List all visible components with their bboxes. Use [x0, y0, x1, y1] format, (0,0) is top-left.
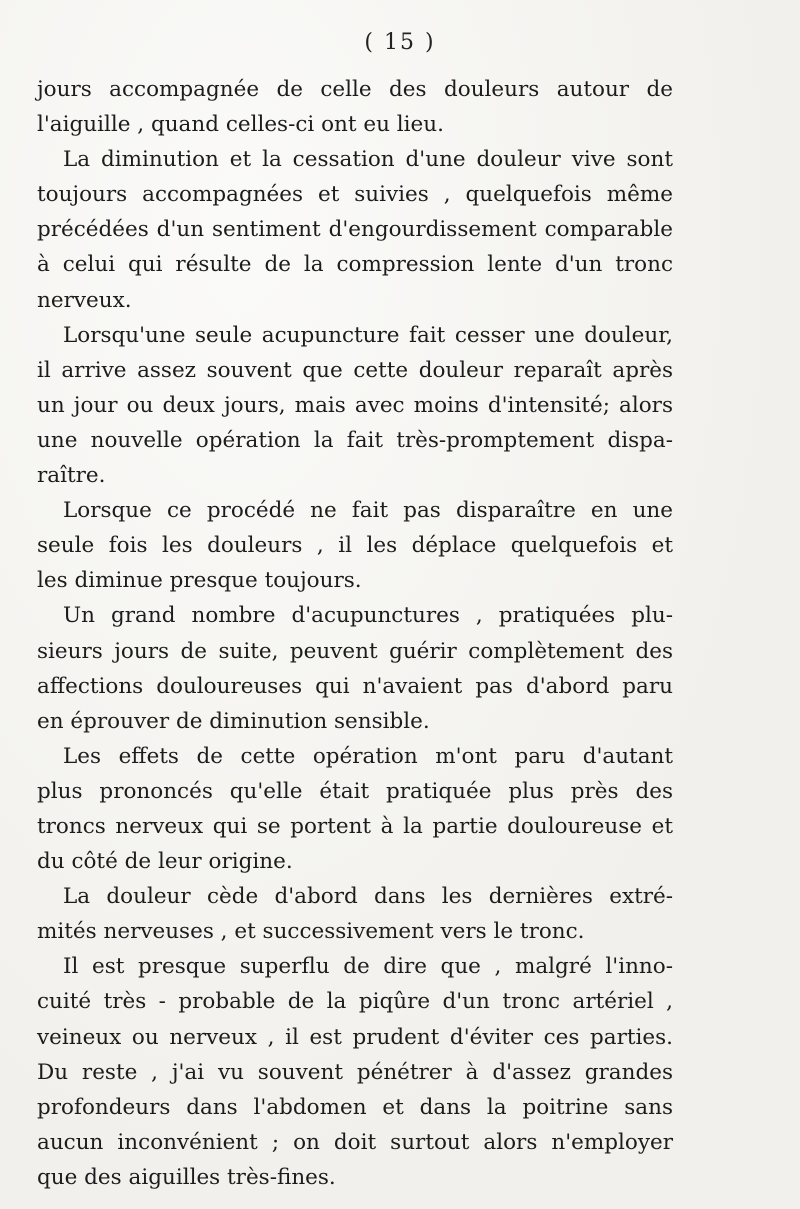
text-line: Du reste , j'ai vu souvent pénétrer à d'assez grandes	[37, 1059, 673, 1085]
text-line: Lorsqu'une seule acupuncture fait cesser une douleur,	[63, 322, 673, 348]
text-line: aucun inconvénient ; on doit surtout alors n'employer	[37, 1129, 673, 1155]
text-line: l'aiguille , quand celles-ci ont eu lieu.	[37, 112, 444, 138]
text-line: il arrive assez souvent que cette douleur reparaît après	[37, 357, 673, 383]
text-line: veineux ou nerveux , il est prudent d'éviter ces parties.	[37, 1024, 673, 1050]
text-line: toujours accompagnées et suivies , quelquefois même	[37, 182, 673, 208]
page-number: ( 15 )	[364, 30, 436, 55]
text-line: affections douloureuses qui n'avaient pas d'abord paru	[37, 673, 673, 699]
text-line: les diminue presque toujours.	[37, 568, 362, 594]
text-line: raître.	[37, 463, 106, 489]
text-line: La douleur cède d'abord dans les dernières extré-	[63, 884, 673, 910]
text-line: cuité très - probable de la piqûre d'un tronc artériel ,	[37, 989, 673, 1015]
text-line: en éprouver de diminution sensible.	[37, 708, 430, 734]
text-line: précédées d'un sentiment d'engourdissement comparable	[37, 217, 673, 243]
text-line: mités nerveuses , et successivement vers le tronc.	[37, 919, 585, 945]
text-line: La diminution et la cessation d'une douleur vive sont	[63, 147, 673, 173]
text-line: Un grand nombre d'acupunctures , pratiquées plu-	[63, 603, 673, 629]
text-line: un jour ou deux jours, mais avec moins d'intensité; alors	[37, 392, 673, 418]
text-line: à celui qui résulte de la compression lente d'un tronc	[37, 252, 673, 278]
text-line: plus prononcés qu'elle était pratiquée plus près des	[37, 778, 673, 804]
text-line: du côté de leur origine.	[37, 849, 293, 875]
text-line: une nouvelle opération la fait très-promptement dispa-	[37, 427, 673, 453]
text-line: nerveux.	[37, 287, 132, 313]
text-line: que des aiguilles très-fines.	[37, 1164, 336, 1190]
text-line: jours accompagnée de celle des douleurs autour de	[37, 77, 673, 102]
body-text	[37, 72, 673, 1195]
text-line: Il est presque superflu de dire que , malgré l'inno-	[63, 954, 673, 980]
text-line: profondeurs dans l'abdomen et dans la poitrine sans	[37, 1094, 673, 1120]
text-line: Lorsque ce procédé ne fait pas disparaître en une	[63, 498, 673, 524]
text-line: Les effets de cette opération m'ont paru d'autant	[63, 743, 673, 769]
text-line: troncs nerveux qui se portent à la partie douloureuse et	[37, 813, 673, 839]
text-line: sieurs jours de suite, peuvent guérir complètement des	[37, 638, 673, 664]
text-line: seule fois les douleurs , il les déplace quelquefois et	[37, 533, 673, 559]
